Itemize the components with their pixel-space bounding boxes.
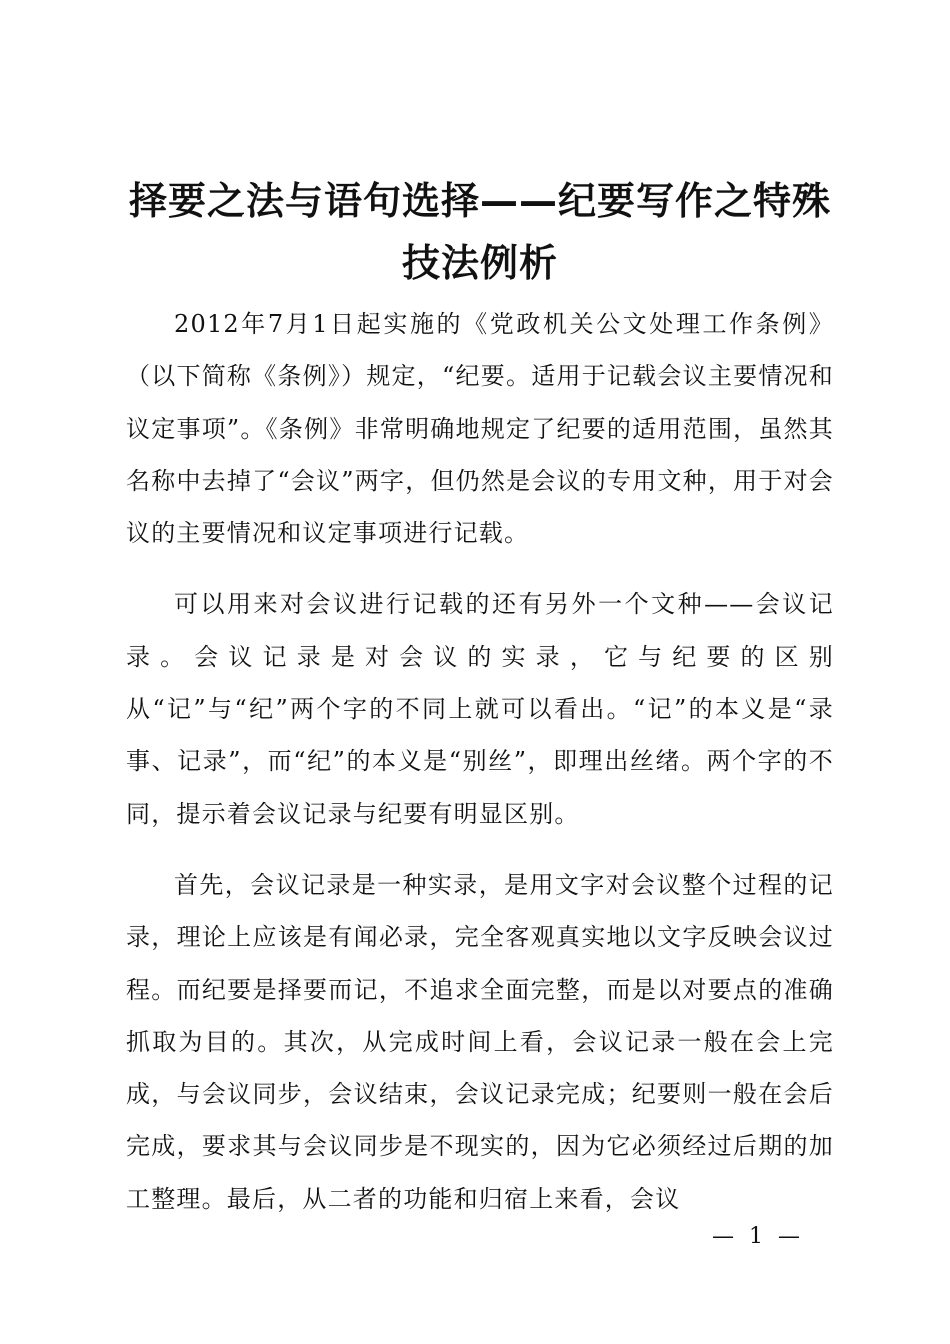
paragraph-3: 首先，会议记录是一种实录，是用文字对会议整个过程的记录，理论上应该是有闻必录，完全客观真实地以文字反映会议过程。而纪要是择要而记，不追求全面完整，而是以对要点的准确抓取为目的。其次，从完成时间上看，会议记录一般在会上完成，与会议同步，会议结束，会议记录完成；纪要则一般在会后完成，要求其与会议同步是不现实的，因为它必须经过后期的加工整理。最后，从二者的功能和归宿上来看，会议	[126, 870, 834, 1213]
document-title: 择要之法与语句选择——纪要写作之特殊技法例析	[128, 179, 831, 285]
paragraph-1: 2012年7月1日起实施的《党政机关公文处理工作条例》（以下简称《条例》）规定，“纪要。适用于记载会议主要情况和议定事项”。《条例》非常明确地规定了纪要的适用范围，虽然其名称中去掉了“会议”两字，但仍然是会议的专用文种，用于对会议的主要情况和议定事项进行记载。	[126, 310, 834, 548]
page-number: — 1 —	[712, 1224, 804, 1249]
paragraph-2: 可以用来对会议进行记载的还有另外一个文种——会议记录。会议记录是对会议的实录，它与纪要的区别从“记”与“纪”两个字的不同上就可以看出。“记”的本义是“录事、记录”，而“纪”的本义是“别丝”，即理出丝绪。两个字的不同，提示着会议记录与纪要有明显区别。	[126, 590, 834, 828]
document-body	[126, 298, 834, 1244]
